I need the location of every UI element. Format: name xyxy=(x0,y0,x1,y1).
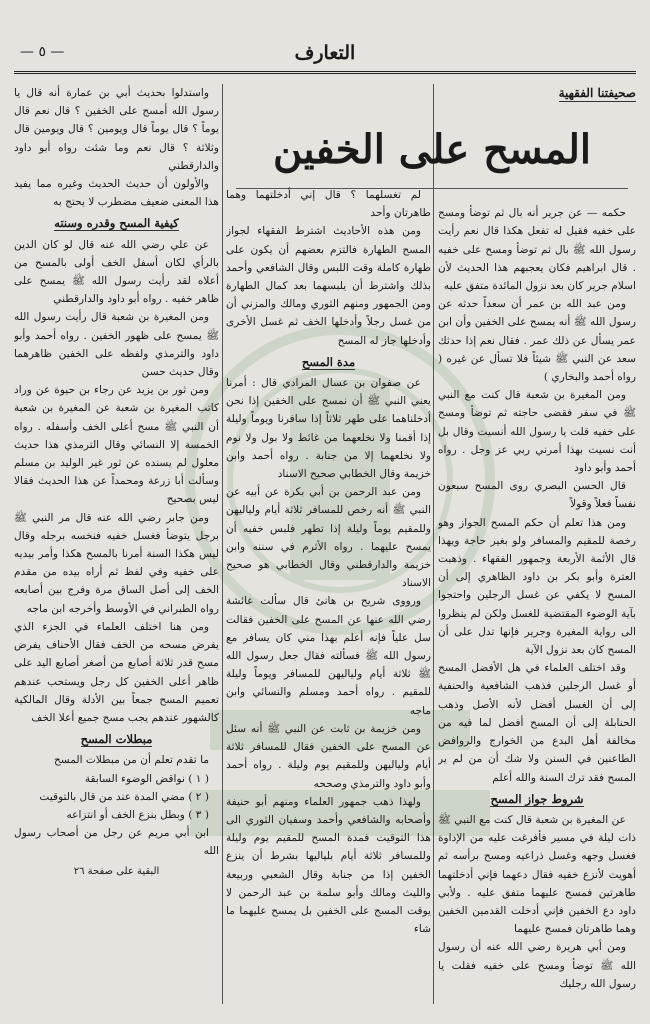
paragraph: ما تقدم تعلم أن من مبطلات المسح xyxy=(53,754,209,767)
column-right xyxy=(438,84,636,1010)
section-label: صحيفتنا الفقهية xyxy=(558,86,636,100)
paragraph: حكمه — عن جرير أنه بال ثم توضأ ومسح على خفيه فقيل له تفعل هكذا قال نعم رأيت رسول الله ﷺ بال ثم توضأ ومسح على خفيه . قال ابراهيم فكان يعجبهم هذا الحديث لأن اسلام جرير كان بعد نزول المائدة متفق عليه xyxy=(438,207,636,293)
subheading: مدة المسح xyxy=(301,354,356,369)
paragraph: وقد اختلف العلماء في هل الأفضل المسح أو غسل الرجلين فذهب الشافعية والحنفية إلى أن الغسل أفضل لأنه الأصل وذهب الحنابلة إلى أن المسح أفضل لما فيه من مخالفة أهل البدع من الخوارج والروافض الطاعنين في السنن ولا شك أن من لم ير المسح فقد ترك السنة والله أعلم xyxy=(438,662,636,784)
title-space xyxy=(438,104,636,204)
list-item: ( ٣ ) وبطل بنزع الخف أو انتزاعه xyxy=(66,808,209,821)
paragraph: عن المغيرة بن شعبة قال كنت مع النبي ﷺ ذات ليلة في مسير فأفرغت عليه من الإداوة فغسل وجهه وغسل ذراعيه ومسح برأسه ثم أهويت لأنزع خفيه فقال دعهما فإني أدخلتهما طاهرتين فمسح عليهما متفق عليه . ولأبي داود دع الخفين فإني أدخلت القدمين الخفين وهما طاهرتان فمسح عليهما xyxy=(438,813,636,936)
paragraph: عن علي رضي الله عنه قال لو كان الدين بالرأي لكان أسفل الخف أولى بالمسح من أعلاه لقد رأيت رسول الله ﷺ يمسح على ظاهر خفيه . رواه أبو داود والدارقطني xyxy=(14,238,219,306)
paragraph: ومن هذا تعلم أن حكم المسح الجواز وهو رخصة للمقيم والمسافر ولو بغير حاجة ويهذا قال الأئمة الأربعة وجمهور الفقهاء . وذهبت العترة وأبو بكر بن داود الظاهري إلى أن المسح لا يكفي عن غسل الرجلين واحتجوا بآية الوضوء المقتضية للغسل ولكن لم ينظروا الى رواية المغيرة وجرير فإنها تدل على أن المسح كان بعد نزول الآية xyxy=(438,516,636,657)
paragraph: قال الحسن البصري روى المسح سبعون نفساً فعلاً وقولاً xyxy=(438,480,636,511)
paragraph: واستدلوا بحديث أبي بن عمارة أنه قال يا رسول الله أمسح على الخفين ؟ قال نعم قال يوماً ؟ قال يوماً قال ويومين ؟ قال ويومين قال وثلاثة ؟ قال نعم وما شئت رواه أبو داود والدارقطني xyxy=(14,87,219,172)
page-number: — ٥ — xyxy=(20,44,65,60)
paragraph: ومن خزيمة بن ثابت عن النبي ﷺ أنه سئل عن المسح على الخفين فقال للمسافر ثلاثة أيام ولياليهن وللمقيم يوم وليلة . رواه أحمد وأبو داود والترمذي وصححه xyxy=(226,722,431,790)
paragraph: ومن المغيرة بن شعبة قال كنت مع النبي ﷺ في سفر فقضى حاجته ثم توضأ ومسح على خفيه قلت يا رسول الله أنسيت وقال بل أنت نسيت بهذا أمرني ربي عز وجل . رواه أحمد وأبو داود xyxy=(438,389,636,475)
column-left xyxy=(14,84,219,1010)
paragraph: ومن أبي هريرة رضي الله عنه أن رسول الله ﷺ توضأ ومسح على خفيه فقلت يا رسول الله رجليك xyxy=(438,941,636,990)
paragraph: ابن أبي مريم عن رجل من أصحاب رسول الله xyxy=(14,827,219,858)
subheading: شروط جواز المسح xyxy=(490,791,584,806)
paragraph: ومن جابر رضي الله عنه قال مر النبي ﷺ برجل يتوضأ فغسل خفيه فنخسه برجله وقال ليس هكذا السنة أمرنا بالمسح هكذا وأمر بيديه على خفيه وفي لفظ ثم أراه بيده من مقدم الخف إلى أصل الساق مرة وفرج بين أصابعه رواه الطبراني في الأوسط وأخرجه ابن ماجه xyxy=(14,511,219,615)
paragraph: ومن ثور بن يزيد عن رجاء بن حيوة عن وراد كاتب المغيرة بن شعبة عن المغيرة بن شعبة أن النبي ﷺ مسح أعلى الخف وأسفله . رواه الخمسة إلا النسائي وقال الترمذي هذا حديث معلول لم يسنده عن ثور غير الوليد بن مسلم وسألت أبا زرعة ومحمداً عن هذا الحديث فقالا ليس بصحيح xyxy=(14,384,219,506)
continuation-note: البقية على صفحة ٢٦ xyxy=(73,865,160,877)
paragraph: ولهذا ذهب جمهور العلماء ومنهم أبو حنيفة وأصحابه والشافعي وأحمد وسفيان الثوري الى هذا التوقيت فمدة المسح للمقيم يوم وليلة وللمسافر ثلاثة أيام بلياليها بشرط أن ينزع الخفين إذا من جنابة وقال الشعبي وربيعة والليث ومالك وأبو سلمة بن عبد الرحمن لا يوقت المسح على الخفين بل يمسح عليهما ما شاء xyxy=(226,795,431,936)
list-item: ( ٢ ) مضي المدة عند من قال بالتوقيت xyxy=(39,790,209,803)
subheading: مبطلات المسح xyxy=(80,732,153,747)
paragraph: ومن هنا اختلف العلماء في الجزء الذي يفرض مسحه من الخف فقال الأحناف يفرض مسح قدر ثلاثة أصابع من أصغر أصابع اليد على ظاهر أعلى الخفين كل رجل ويستحب عندهم تعميم المسح جمعاً بين الأدلة وقال المالكية كالشهور عندهم يجب مسح جميع أعلا الخف xyxy=(14,620,219,724)
list-item: ( ١ ) نواقض الوضوء السابقة xyxy=(84,772,209,785)
paragraph: ومن المغيرة بن شعبة قال رأيت رسول الله ﷺ يمسح على ظهور الخفين . رواه أحمد وأبو داود والترمذي ولفظه على الخفين ظاهرهما وقال حديث حسن xyxy=(14,311,219,379)
paragraph: ومن عبد الرحمن بن أبي بكرة عن أبيه عن النبي ﷺ أنه رخص للمسافر ثلاثة أيام ولياليهن وللمقيم يوماً وليلة إذا تطهر فلبس خفيه أن يمسح عليهما . رواه الأثرم في سننه وابن خزيمة والدارقطني وقال الخطابي هو صحيح الاسناد xyxy=(226,486,431,590)
article-title: المسح على الخفين xyxy=(236,112,628,189)
subheading: كيفية المسح وقدره وسنته xyxy=(54,216,179,231)
header-rule xyxy=(14,71,636,74)
paragraph: ورووى شريح بن هانئ قال سألت عائشة رضي الله عنها عن المسح على الخفين فقالت سل علياً فإنه أعلم بهذا مني كان يسافر مع رسول الله ﷺ فسألته فقال جعل رسول الله ﷺ ثلاثة أيام ولياليهن للمسافر ويوماً وليلة للمقيم . رواه أحمد ومسلم والنسائي وابن ماجه xyxy=(226,595,431,717)
column-divider xyxy=(433,84,434,1004)
column-middle xyxy=(226,186,431,1010)
paragraph: عن صفوان بن عسال المرادي قال : أمرنا يعني النبي ﷺ أن نمسح على الخفين إذا نحن أدخلناهما على طهر ثلاثاً إذا سافرنا ويوماً وليلة إذا أقمنا ولا نخلعهما من غائط ولا بول ولا نوم ولا نخلعهما إلا من جنابة . رواه أحمد وابن خزيمة وقال الخطابي صحيح الاسناد xyxy=(226,377,431,481)
paragraph: والأولون أن حديث الحديث وغيره مما يفيد هذا المعنى ضعيف مضطرب لا يحتج به xyxy=(14,178,219,209)
paragraph: ومن هذه الأحاديث اشترط الفقهاء لجواز المسح الطهارة فالتزم بعضهم أن يكون على طهارة كاملة وقت اللبس وقال الشافعي وأحمد بذلك واشترط أن يلبسهما بعد كمال الطهارة ومن الجمهور ومنهم الثوري ومالك والمزني أن من غسل رجلاً وأدخلها الخف ثم غسل الأخرى وأدخلها جاز له المسح xyxy=(226,225,431,347)
journal-name: التعارف xyxy=(294,42,356,64)
page-header xyxy=(14,40,636,70)
paragraph: ومن عبد الله بن عمر أن سعداً حدثه عن رسول الله ﷺ أنه يمسح على الخفين وأن ابن عمر يسأل عن ذلك عمر . فقال نعم إذا حدثك سعد عن النبي ﷺ شيئاً فلا تسأل عن غيره ( رواه أحمد والبخاري ) xyxy=(438,298,636,384)
paragraph: لم تغسلهما ؟ قال إني أدخلتهما وهما طاهرتان وأحد xyxy=(226,189,431,220)
column-divider xyxy=(222,84,223,1004)
